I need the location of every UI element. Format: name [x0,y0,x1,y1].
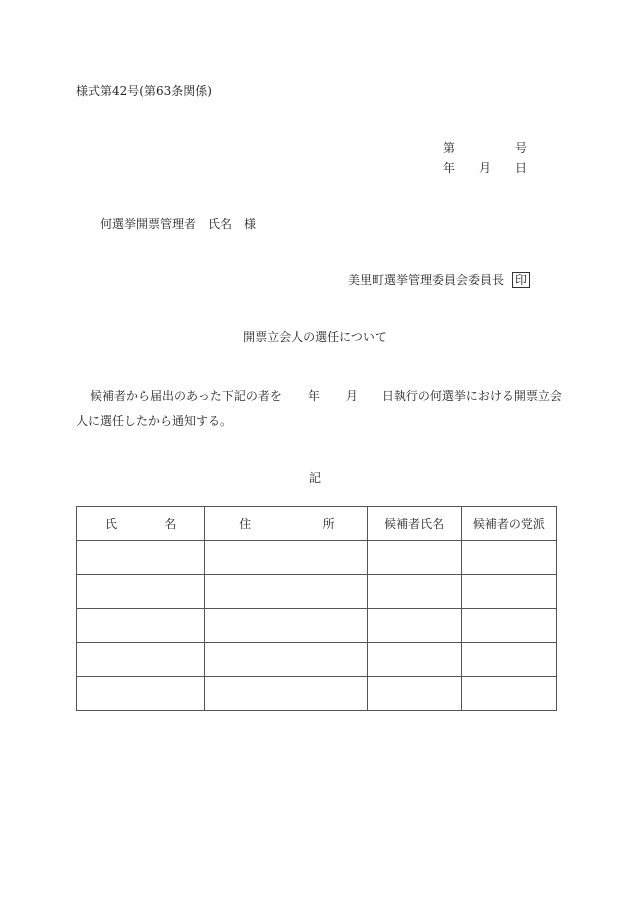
table-row [77,609,557,643]
table-row [77,643,557,677]
cell-address[interactable] [205,677,367,711]
body-line-2: 人に選任したから通知する。 [76,414,233,428]
header-address-b: 所 [322,517,335,531]
cell-party[interactable] [461,609,556,643]
body-line-1 [90,388,562,404]
form-number: 様式第42号(第63条関係) [76,84,212,98]
table-row [77,541,557,575]
cell-name[interactable] [77,575,205,609]
cell-name[interactable] [77,677,205,711]
cell-party[interactable] [461,643,556,677]
seal-mark: 印 [512,272,530,288]
cell-name[interactable] [77,541,205,575]
header-name-a: 氏 [105,517,118,531]
table-row [77,575,557,609]
cell-address[interactable] [205,609,367,643]
document-number-prefix: 第 [443,141,456,155]
sender-title: 美里町選挙管理委員会委員長 [348,273,505,287]
body-text-part1: 候補者から届出のあった下記の者を [90,389,282,403]
body-month-label: 月 [345,389,358,403]
header-candidate-party: 候補者の党派 [461,507,556,541]
addressee-role: 何選挙開票管理者 [100,217,197,231]
cell-address[interactable] [205,643,367,677]
date-month-label: 月 [479,161,492,175]
table-row [77,677,557,711]
cell-party[interactable] [461,541,556,575]
cell-candidate[interactable] [367,541,461,575]
header-name [77,507,205,541]
document-number-suffix: 号 [515,141,528,155]
header-address [205,507,367,541]
date-day-label: 日 [515,161,528,175]
addressee-name: 氏名 [208,217,233,231]
cell-candidate[interactable] [367,643,461,677]
cell-candidate[interactable] [367,609,461,643]
addressee [100,216,256,232]
sender [348,272,530,288]
header-address-a: 住 [239,517,252,531]
table-header-row [77,507,557,541]
cell-name[interactable] [77,609,205,643]
cell-address[interactable] [205,575,367,609]
document-title: 開票立会人の選任について [243,330,387,344]
cell-name[interactable] [77,643,205,677]
body-year-label: 年 [307,389,320,403]
cell-candidate[interactable] [367,575,461,609]
appointee-table [76,506,557,711]
header-candidate-name: 候補者氏名 [367,507,461,541]
date-year-label: 年 [443,161,456,175]
cell-party[interactable] [461,677,556,711]
record-label: 記 [308,471,321,485]
addressee-honorific: 様 [244,217,257,231]
cell-party[interactable] [461,575,556,609]
header-name-b: 名 [164,517,177,531]
cell-address[interactable] [205,541,367,575]
body-text-part2: 日執行の何選挙における開票立会 [381,389,562,403]
cell-candidate[interactable] [367,677,461,711]
